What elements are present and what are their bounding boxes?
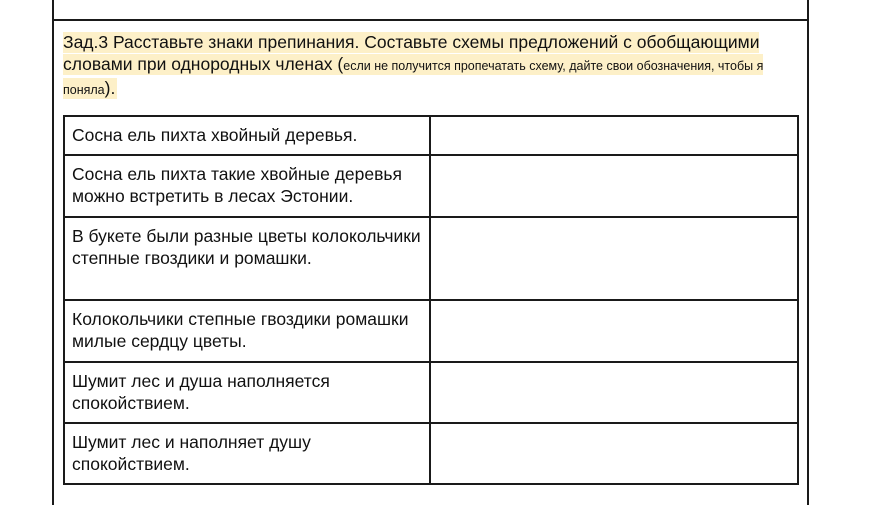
task-instructions [63,31,793,101]
scheme-cell[interactable] [430,423,798,484]
sentence-cell: Колокольчики степные гвоздики ромашки милые сердцу цветы. [64,300,430,362]
table-row [64,362,798,423]
sentence-cell: Шумит лес и наполняет душу спокойствием. [64,423,430,484]
page-top-rule [52,19,809,21]
scheme-cell[interactable] [430,300,798,362]
task-close-paren: ). [104,78,116,98]
sentence-cell: Сосна ель пихта такие хвойные деревья можно встретить в лесах Эстонии. [64,155,430,217]
table-row [64,423,798,484]
scheme-cell[interactable] [430,155,798,217]
sentence-cell: В букете были разные цветы колокольчики степные гвоздики и ромашки. [64,217,430,300]
scheme-cell[interactable] [430,362,798,423]
task-heading [63,32,763,99]
table-row [64,155,798,217]
task-note: если не получится пропечатать схему, дайте свои обозначения, чтобы я поняла [63,59,764,97]
table-row [64,116,798,155]
sentence-cell: Сосна ель пихта хвойный деревья. [64,116,430,155]
table-row [64,217,798,300]
scheme-cell[interactable] [430,116,798,155]
scheme-cell[interactable] [430,217,798,300]
task-lead-text: Зад.3 Расставьте знаки препинания. Составьте схемы предложений с обобщающими словами при однородных членах [63,32,760,74]
exercise-table [63,115,799,485]
task-open-paren: ( [337,54,344,74]
table-row [64,300,798,362]
sentence-cell: Шумит лес и душа наполняется спокойствием. [64,362,430,423]
